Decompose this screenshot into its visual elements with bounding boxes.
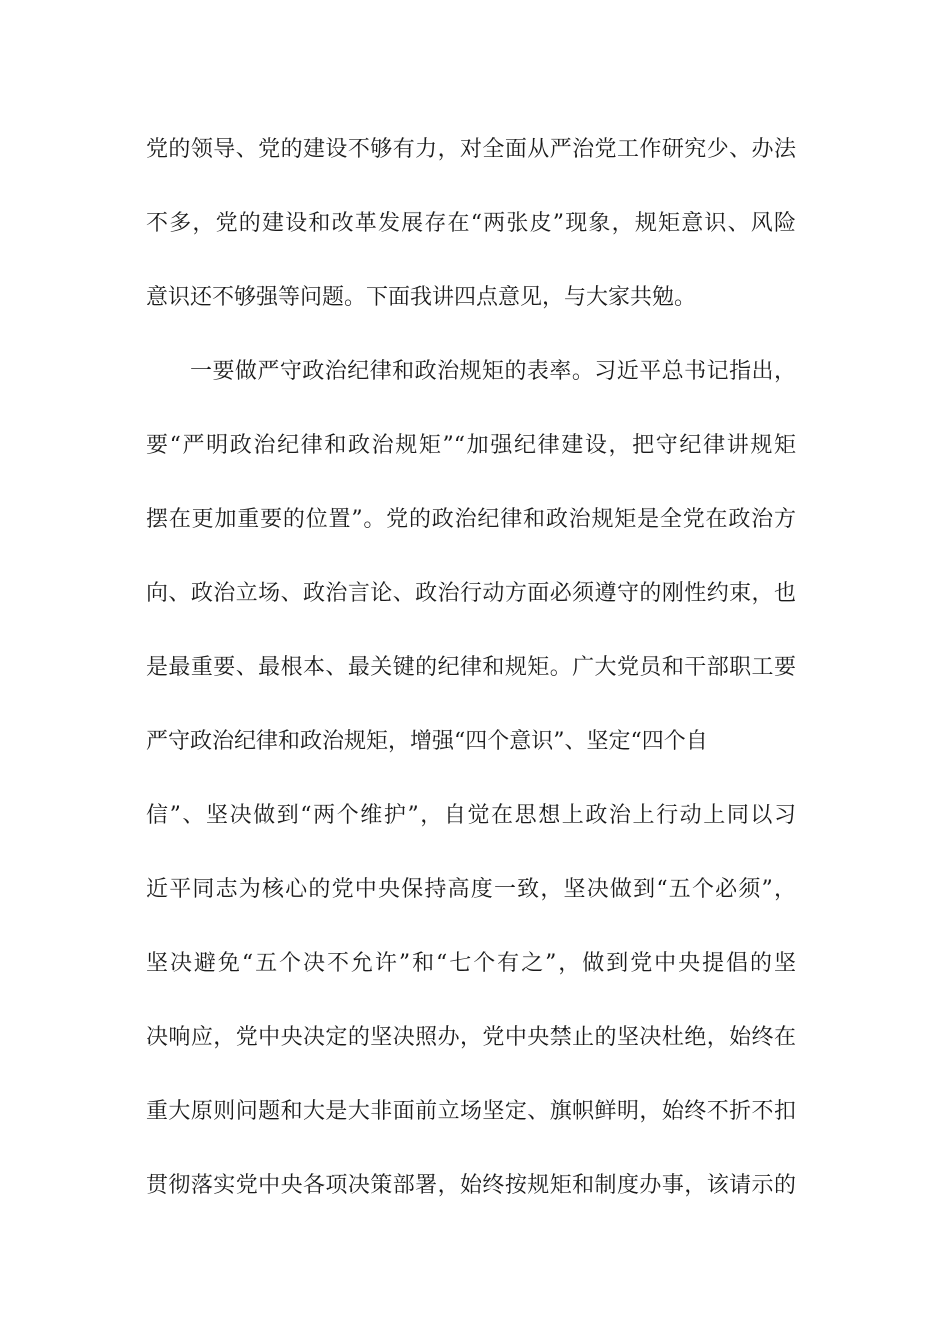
paragraph-start-line: 一要做严守政治纪律和政治规矩的表率。习近平总书记指出， (190, 359, 796, 384)
text-line-2: 不多，党的建设和改革发展存在“两张皮”现象，规矩意识、风险 (146, 211, 796, 236)
text-line-13: 决响应，党中央决定的坚决照办，党中央禁止的坚决杜绝，始终在 (146, 1025, 796, 1050)
text-line-10: 信”、坚决做到“两个维护”，自觉在思想上政治上行动上同以习 (146, 803, 796, 828)
text-line-14: 重大原则问题和大是大非面前立场坚定、旗帜鲜明，始终不折不扣 (146, 1099, 796, 1124)
text-line-3: 意识还不够强等问题。下面我讲四点意见，与大家共勉。 (146, 285, 697, 310)
text-line-6: 摆在更加重要的位置”。党的政治纪律和政治规矩是全党在政治方 (146, 507, 796, 532)
text-line-11: 近平同志为核心的党中央保持高度一致，坚决做到“五个必须”， (146, 877, 796, 902)
text-line-1: 党的领导、党的建设不够有力，对全面从严治党工作研究少、办法 (146, 137, 796, 162)
text-line-8: 是最重要、最根本、最关键的纪律和规矩。广大党员和干部职工要 (146, 655, 796, 680)
text-line-7: 向、政治立场、政治言论、政治行动方面必须遵守的刚性约束，也 (146, 581, 796, 606)
text-line-15: 贯彻落实党中央各项决策部署，始终按规矩和制度办事，该请示的 (146, 1173, 796, 1198)
text-line-12: 坚决避免“五个决不允许”和“七个有之”，做到党中央提倡的坚 (146, 951, 796, 976)
text-line-9: 严守政治纪律和政治规矩，增强“四个意识”、坚定“四个自 (146, 729, 708, 754)
text-line-5: 要“严明政治纪律和政治规矩”“加强纪律建设，把守纪律讲规矩 (146, 433, 796, 458)
